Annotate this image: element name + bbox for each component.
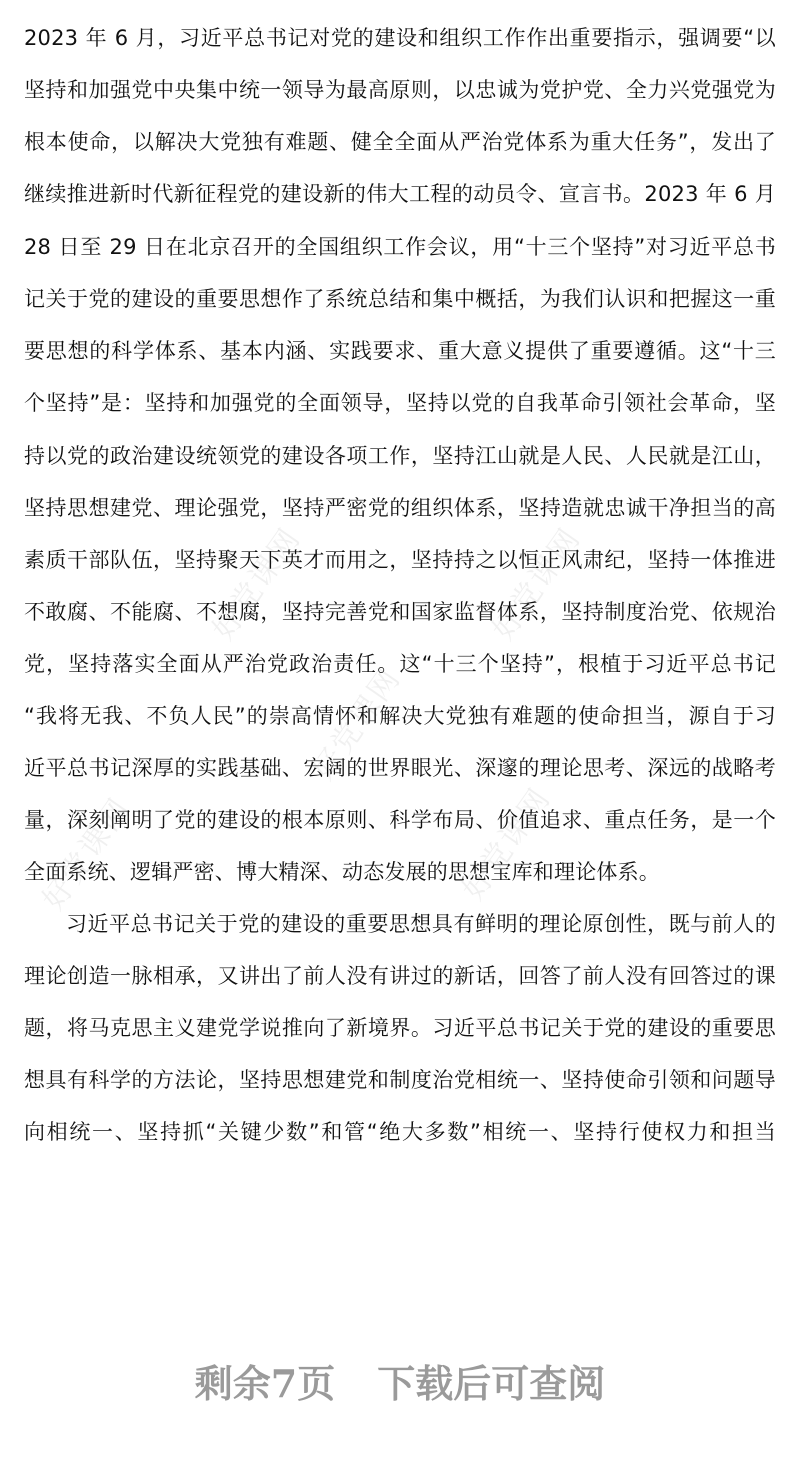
text-line: 根本使命，以解决大党独有难题、健全全面从严治党体系为重大任务”，发出了 — [24, 130, 776, 154]
text-line: 习近平总书记关于党的建设的重要思想具有鲜明的理论原创性，既与前人的 — [66, 912, 776, 936]
remaining-pages-label: 剩余7页 — [194, 1360, 336, 1406]
watermark: 好党课网 — [35, 791, 138, 917]
text-line: 继续推进新时代新征程党的建设新的伟大工程的动员令、宣言书。2023 年 6 月 — [24, 182, 776, 206]
text-line: 素质干部队伍，坚持聚天下英才而用之，坚持持之以恒正风肃纪，坚持一体推进 — [24, 548, 776, 572]
text-line: 不敢腐、不能腐、不想腐，坚持完善党和国家监督体系，坚持制度治党、依规治 — [24, 600, 776, 624]
text-line: “我将无我、不负人民”的崇高情怀和解决大党独有难题的使命担当，源自于习 — [24, 704, 776, 728]
text-line: 近平总书记深厚的实践基础、宏阔的世界眼光、深邃的理论思考、深远的战略考 — [24, 756, 776, 780]
text-line: 全面系统、逻辑严密、博大精深、动态发展的思想宝库和理论体系。 — [24, 860, 660, 884]
text-line: 2023 年 6 月，习近平总书记对党的建设和组织工作作出重要指示，强调要“以 — [24, 26, 776, 50]
text-line: 个坚持”是：坚持和加强党的全面领导，坚持以党的自我革命引领社会革命，坚 — [24, 391, 776, 415]
text-line: 题，将马克思主义建党学说推向了新境界。习近平总书记关于党的建设的重要思 — [24, 1016, 776, 1040]
text-line: 记关于党的建设的重要思想作了系统总结和集中概括，为我们认识和把握这一重 — [24, 287, 776, 311]
watermark: 好党课网 — [485, 521, 588, 647]
text-line: 向相统一、坚持抓“关键少数”和管“绝大多数”相统一、坚持行使权力和担当 — [24, 1120, 776, 1144]
text-line: 量，深刻阐明了党的建设的根本原则、科学布局、价值追求、重点任务，是一个 — [24, 808, 776, 832]
text-line: 理论创造一脉相承，又讲出了前人没有讲过的新话，回答了前人没有回答过的课 — [24, 964, 776, 988]
text-line: 想具有科学的方法论，坚持思想建党和制度治党相统一、坚持使命引领和问题导 — [24, 1068, 776, 1092]
watermark: 好党课网 — [305, 661, 408, 787]
download-prompt-banner[interactable] — [0, 1350, 800, 1410]
watermark: 好党课网 — [455, 781, 558, 907]
text-line: 坚持思想建党、理论强党，坚持严密党的组织体系，坚持造就忠诚干净担当的高 — [24, 496, 776, 520]
text-line: 坚持和加强党中央集中统一领导为最高原则，以忠诚为党护党、全力兴党强党为 — [24, 78, 776, 102]
text-line: 党，坚持落实全面从严治党政治责任。这“十三个坚持”，根植于习近平总书记 — [24, 652, 776, 676]
text-line: 28 日至 29 日在北京召开的全国组织工作会议，用“十三个坚持”对习近平总书 — [24, 235, 776, 259]
text-line: 要思想的科学体系、基本内涵、实践要求、重大意义提供了重要遵循。这“十三 — [24, 339, 776, 363]
download-hint-label: 下载后可查阅 — [377, 1360, 606, 1406]
text-line: 持以党的政治建设统领党的建设各项工作，坚持江山就是人民、人民就是江山， — [24, 444, 776, 468]
watermark: 好党课网 — [205, 521, 308, 647]
